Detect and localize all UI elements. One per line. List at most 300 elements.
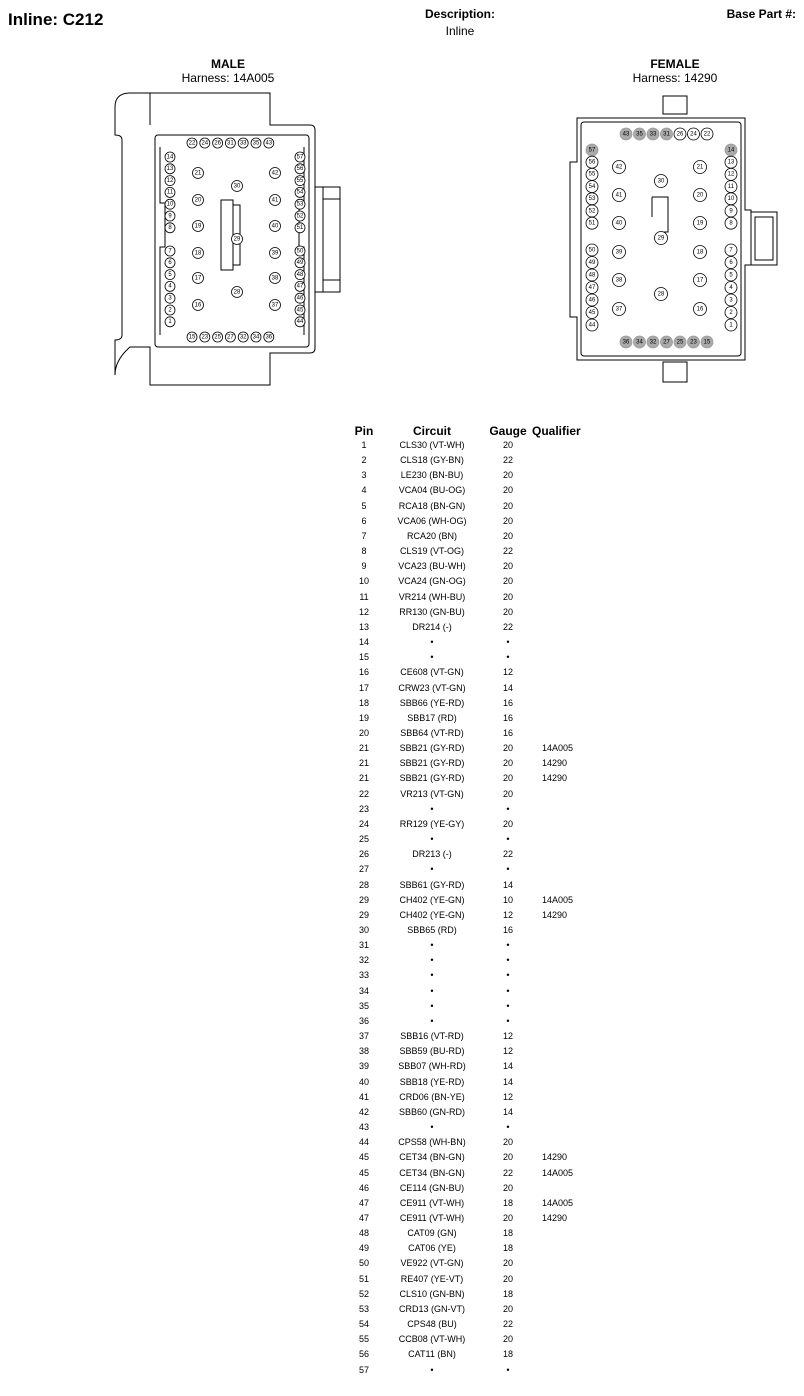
gauge-value: • <box>506 1364 510 1375</box>
pin-label: 41 <box>271 197 279 204</box>
connector-pin <box>725 307 737 319</box>
connector-pin <box>674 336 686 348</box>
qualifier-value <box>532 832 602 847</box>
table-row <box>348 574 602 589</box>
qualifier-value <box>532 938 602 953</box>
qualifier-value <box>532 1287 602 1302</box>
qualifier-value <box>532 483 602 498</box>
pin-label: 17 <box>696 277 704 284</box>
connector-pin <box>264 332 274 342</box>
pin-label: 3 <box>168 295 172 302</box>
pin-label: 1 <box>168 319 172 326</box>
pin-number: 32 <box>358 955 369 966</box>
circuit-name: CCB08 (VT-WH) <box>398 1334 466 1345</box>
circuit-name: RR129 (YE-GY) <box>399 818 465 829</box>
connector-pin <box>165 305 175 315</box>
gauge-value: • <box>506 803 510 814</box>
circuit-name: CLS18 (GY-BN) <box>400 455 464 466</box>
qualifier-value <box>532 1317 602 1332</box>
circuit-name: CE911 (VT-WH) <box>399 1212 465 1223</box>
connector-pin <box>295 317 305 327</box>
pin-label: 23 <box>201 334 209 341</box>
pin-label: 52 <box>296 213 304 220</box>
qualifier-value <box>532 1363 602 1378</box>
connector-pin <box>200 138 210 148</box>
pin-label: 37 <box>615 306 623 313</box>
connector-pin <box>295 281 305 291</box>
connector-pin <box>586 282 598 294</box>
circuit-name: VCA24 (GN-OG) <box>398 576 466 587</box>
pin-number: 38 <box>358 1046 369 1057</box>
connector-pin <box>295 246 305 256</box>
pin-label: 56 <box>588 159 596 166</box>
table-row <box>348 605 602 620</box>
pin-number: 12 <box>358 606 369 617</box>
pin-number: 8 <box>361 546 367 557</box>
pin-label: 28 <box>233 289 241 296</box>
circuit-name: VE922 (VT-GN) <box>400 1258 464 1269</box>
connector-pin <box>613 274 626 287</box>
gauge-value: 22 <box>502 621 513 632</box>
male-harness: Harness: 14A005 <box>181 71 275 85</box>
description-value: Inline <box>445 24 475 38</box>
connector-pin <box>694 246 707 259</box>
connector-pin <box>725 244 737 256</box>
gauge-value: 12 <box>502 1031 513 1042</box>
gauge-value: 16 <box>502 925 513 935</box>
connector-pin <box>694 189 707 202</box>
circuit-name: • <box>430 1122 434 1133</box>
header-pin: Pin <box>354 424 374 438</box>
pin-label: 40 <box>615 220 623 227</box>
pin-number: 13 <box>358 621 369 632</box>
pin-number: 46 <box>358 1182 369 1193</box>
pin-label: 20 <box>696 192 704 199</box>
table-row <box>348 590 602 605</box>
pin-label: 53 <box>588 196 596 203</box>
pin-label: 15 <box>703 339 711 346</box>
pin-label: 57 <box>296 154 304 161</box>
connector-pin <box>694 217 707 230</box>
table-row <box>348 1135 602 1150</box>
pin-label: 49 <box>588 259 596 266</box>
pin-label: 1 <box>729 322 733 329</box>
pin-label: 50 <box>296 248 304 255</box>
pin-label: 7 <box>729 247 733 254</box>
pin-number: 6 <box>361 515 367 526</box>
connector-pin <box>295 176 305 186</box>
pin-label: 46 <box>588 297 596 304</box>
qualifier-value <box>532 438 602 453</box>
connector-pin <box>165 223 175 233</box>
pin-number: 56 <box>358 1349 369 1360</box>
pin-number: 54 <box>358 1319 369 1330</box>
table-row <box>348 665 602 680</box>
gauge-value: • <box>506 864 510 875</box>
pin-label: 8 <box>729 220 733 227</box>
circuit-name: SBB66 (YE-RD) <box>399 697 465 708</box>
pin-label: 38 <box>271 275 279 282</box>
qualifier-value <box>532 681 602 696</box>
connector-pin <box>725 193 737 205</box>
pin-table <box>348 422 602 1378</box>
gauge-value: 22 <box>502 1167 513 1178</box>
gauge-value: • <box>506 1122 510 1133</box>
pin-label: 42 <box>271 170 279 177</box>
table-row <box>348 1363 602 1378</box>
table-row <box>348 1150 602 1165</box>
gauge-value: 14 <box>502 1061 513 1072</box>
pin-label: 24 <box>690 131 697 138</box>
circuit-name: VCA04 (BU-OG) <box>398 485 466 496</box>
connector-pin <box>620 128 632 140</box>
table-row <box>348 438 602 453</box>
circuit-name: RR130 (GN-BU) <box>399 606 465 617</box>
pin-label: 21 <box>696 164 704 171</box>
table-row <box>348 620 602 635</box>
circuit-name: CET34 (BN-GN) <box>399 1152 465 1163</box>
pin-label: 39 <box>615 249 623 256</box>
pin-label: 6 <box>729 259 733 266</box>
pin-number: 4 <box>361 485 367 496</box>
pin-number: 15 <box>358 652 369 663</box>
qualifier-value <box>532 847 602 862</box>
table-row <box>348 999 602 1014</box>
gauge-value: 20 <box>502 758 513 769</box>
pin-label: 29 <box>233 236 241 243</box>
circuit-name: SBB60 (GN-RD) <box>398 1106 465 1117</box>
connector-pin <box>225 138 235 148</box>
qualifier-value <box>532 696 602 711</box>
connector-pin <box>586 144 598 156</box>
pin-label: 22 <box>703 131 711 138</box>
connector-pin <box>647 336 659 348</box>
pin-number: 2 <box>361 455 367 466</box>
pin-number: 19 <box>358 712 369 723</box>
pin-number: 29 <box>358 909 369 920</box>
pin-label: 51 <box>588 220 596 227</box>
connector-pin <box>295 152 305 162</box>
pin-label: 46 <box>296 295 304 302</box>
pin-number: 40 <box>358 1076 369 1087</box>
pin-label: 2 <box>729 309 733 316</box>
circuit-name: • <box>430 834 434 845</box>
circuit-name: SBB59 (BU-RD) <box>399 1046 465 1057</box>
pin-number: 21 <box>358 773 369 784</box>
connector-pin <box>165 293 175 303</box>
table-row <box>348 1090 602 1105</box>
pin-label: 16 <box>194 302 202 309</box>
pin-number: 37 <box>358 1031 369 1042</box>
pin-number: 57 <box>358 1364 369 1375</box>
pin-label: 15 <box>188 334 196 341</box>
connector-pin <box>725 294 737 306</box>
connector-pin <box>232 234 243 245</box>
circuit-name: CPS48 (BU) <box>407 1319 457 1330</box>
pin-label: 14 <box>727 147 735 154</box>
circuit-name: • <box>430 652 434 663</box>
table-row <box>348 681 602 696</box>
circuit-name: VCA23 (BU-WH) <box>398 561 466 572</box>
qualifier-value <box>532 1014 602 1029</box>
connector-pin <box>165 199 175 209</box>
connector-pin <box>165 164 175 174</box>
table-row <box>348 802 602 817</box>
pin-number: 42 <box>358 1106 369 1117</box>
pin-label: 48 <box>296 271 304 278</box>
pin-label: 38 <box>615 277 623 284</box>
female-connector-diagram <box>565 92 790 387</box>
circuit-name: • <box>430 985 434 996</box>
pin-label: 42 <box>615 164 623 171</box>
gauge-value: 20 <box>502 1152 513 1163</box>
connector-pin <box>694 274 707 287</box>
qualifier-value <box>532 862 602 877</box>
gauge-value: 12 <box>502 909 513 920</box>
qualifier-value <box>532 802 602 817</box>
table-row <box>348 635 602 650</box>
table-row <box>348 1059 602 1074</box>
qualifier-value: 14290 <box>542 1152 568 1163</box>
table-row <box>348 453 602 468</box>
qualifier-value <box>532 499 602 514</box>
pin-label: 11 <box>727 183 735 190</box>
header-circuit: Circuit <box>412 424 451 438</box>
pin-number: 47 <box>358 1212 369 1223</box>
pin-label: 28 <box>657 291 665 298</box>
pin-label: 34 <box>252 334 260 341</box>
pin-number: 52 <box>358 1288 369 1299</box>
pin-number: 34 <box>358 985 369 996</box>
connector-pin <box>165 152 175 162</box>
pin-number: 22 <box>358 788 369 799</box>
pin-number: 35 <box>358 1000 369 1011</box>
qualifier-value <box>532 787 602 802</box>
gauge-value: 18 <box>502 1243 513 1254</box>
pin-label: 23 <box>690 339 697 346</box>
pin-label: 30 <box>657 178 665 185</box>
gauge-value: • <box>506 834 510 845</box>
circuit-name: CE114 (GN-BU) <box>399 1182 465 1193</box>
connector-pin <box>213 332 223 342</box>
gauge-value: 20 <box>502 1273 513 1284</box>
circuit-name: CE911 (VT-WH) <box>399 1197 465 1208</box>
pin-number: 16 <box>358 667 369 678</box>
circuit-name: SBB18 (YE-RD) <box>399 1076 465 1087</box>
qualifier-value <box>532 1075 602 1090</box>
female-label: FEMALE <box>650 57 700 71</box>
connector-pin <box>725 156 737 168</box>
qualifier-value <box>532 1332 602 1347</box>
circuit-name: SBB21 (GY-RD) <box>399 743 465 754</box>
pin-label: 8 <box>168 225 172 232</box>
gauge-value: • <box>506 637 510 648</box>
table-row <box>348 1347 602 1362</box>
pin-number: 7 <box>361 530 367 541</box>
gauge-value: 20 <box>502 606 513 617</box>
connector-pin <box>613 303 626 316</box>
pin-label: 9 <box>729 208 733 215</box>
table-row <box>348 1256 602 1271</box>
circuit-name: VCA06 (WH-OG) <box>397 515 467 526</box>
pin-number: 33 <box>358 970 369 981</box>
qualifier-value <box>532 514 602 529</box>
circuit-name: • <box>430 1364 434 1375</box>
connector-pin <box>725 319 737 331</box>
circuit-name: CAT11 (BN) <box>408 1349 456 1360</box>
connector-pin <box>270 273 281 284</box>
qualifier-value <box>532 620 602 635</box>
connector-pin <box>270 195 281 206</box>
pin-label: 21 <box>194 170 202 177</box>
table-row <box>348 862 602 877</box>
connector-pin <box>295 258 305 268</box>
gauge-value: • <box>506 652 510 663</box>
circuit-name: SBB21 (GY-RD) <box>399 758 465 769</box>
table-row <box>348 1044 602 1059</box>
gauge-value: 22 <box>502 546 513 557</box>
connector-pin <box>647 128 659 140</box>
circuit-name: CH402 (YE-GN) <box>399 894 465 905</box>
table-row <box>348 878 602 893</box>
gauge-value: 20 <box>502 515 513 526</box>
table-row <box>348 514 602 529</box>
pin-label: 56 <box>296 166 304 173</box>
pin-label: 4 <box>168 283 172 290</box>
gauge-value: 20 <box>502 561 513 572</box>
connector-pin <box>270 300 281 311</box>
pin-number: 51 <box>358 1273 369 1284</box>
connector-pin <box>725 168 737 180</box>
connector-pin <box>295 199 305 209</box>
connector-pin <box>187 332 197 342</box>
gauge-value: 22 <box>502 849 513 860</box>
pin-label: 16 <box>696 306 704 313</box>
pin-label: 2 <box>168 307 172 314</box>
connector-pin <box>165 317 175 327</box>
table-row <box>348 529 602 544</box>
pin-label: 13 <box>727 159 735 166</box>
circuit-name: CLS19 (VT-OG) <box>399 546 464 557</box>
pin-label: 35 <box>252 140 260 147</box>
pin-label: 34 <box>636 339 643 346</box>
connector-pin <box>688 128 700 140</box>
pin-label: 32 <box>239 334 247 341</box>
table-row <box>348 923 602 938</box>
pin-label: 33 <box>649 131 657 138</box>
pin-number: 9 <box>361 561 367 572</box>
qualifier-value: 14A005 <box>542 1197 574 1208</box>
qualifier-value <box>532 574 602 589</box>
connector-pin <box>586 319 598 331</box>
pin-label: 47 <box>588 284 596 291</box>
gauge-value: 20 <box>502 773 513 784</box>
pin-number: 14 <box>358 637 369 648</box>
pin-label: 25 <box>676 339 684 346</box>
table-row <box>348 1226 602 1241</box>
pin-number: 48 <box>358 1228 369 1239</box>
pin-label: 5 <box>168 271 172 278</box>
table-row <box>348 953 602 968</box>
qualifier-value <box>532 711 602 726</box>
qualifier-value <box>532 1181 602 1196</box>
gauge-value: • <box>506 940 510 951</box>
qualifier-value <box>532 1059 602 1074</box>
pin-label: 32 <box>649 339 657 346</box>
circuit-name: SBB17 (RD) <box>407 712 457 723</box>
gauge-value: 10 <box>502 894 513 905</box>
gauge-value: 14 <box>502 1076 513 1087</box>
connector-pin <box>725 181 737 193</box>
circuit-name: CET34 (BN-GN) <box>399 1167 465 1178</box>
connector-pin <box>701 336 713 348</box>
connector-pin <box>165 187 175 197</box>
gauge-value: 20 <box>502 1212 513 1223</box>
circuit-name: SBB07 (WH-RD) <box>398 1061 466 1072</box>
connector-pin <box>213 138 223 148</box>
table-row <box>348 968 602 983</box>
pin-label: 43 <box>265 140 273 147</box>
pin-label: 25 <box>214 334 221 341</box>
qualifier-value: 14A005 <box>542 1167 574 1178</box>
connector-pin <box>725 257 737 269</box>
gauge-value: 20 <box>502 1137 513 1148</box>
qualifier-value <box>532 1105 602 1120</box>
connector-pin <box>270 248 281 259</box>
pin-number: 27 <box>358 864 369 875</box>
qualifier-value <box>532 817 602 832</box>
connector-pin <box>661 128 673 140</box>
connector-pin <box>613 161 626 174</box>
connector-pin <box>586 307 598 319</box>
connector-pin <box>586 156 598 168</box>
connector-pin <box>613 217 626 230</box>
gauge-value: 20 <box>502 485 513 496</box>
pin-number: 24 <box>358 818 369 829</box>
table-row <box>348 1317 602 1332</box>
gauge-value: 14 <box>502 879 513 890</box>
qualifier-value <box>532 605 602 620</box>
gauge-value: 20 <box>502 576 513 587</box>
circuit-name: RE407 (YE-VT) <box>400 1273 464 1284</box>
gauge-value: 20 <box>502 470 513 481</box>
gauge-value: 20 <box>502 440 513 450</box>
table-row <box>348 559 602 574</box>
pin-number: 3 <box>361 470 367 481</box>
gauge-value: 18 <box>502 1288 513 1299</box>
table-row <box>348 499 602 514</box>
qualifier-value <box>532 878 602 893</box>
connector-pin <box>586 269 598 281</box>
gauge-value: • <box>506 1015 510 1026</box>
connector-pin <box>586 181 598 193</box>
circuit-name: SBB64 (VT-RD) <box>400 727 464 738</box>
connector-pin <box>694 161 707 174</box>
connector-pin <box>193 168 204 179</box>
pin-number: 44 <box>358 1137 369 1148</box>
circuit-name: • <box>430 864 434 875</box>
connector-pin <box>701 128 713 140</box>
pin-number: 30 <box>358 925 369 935</box>
pin-label: 29 <box>657 235 665 242</box>
table-row <box>348 756 602 771</box>
pin-number: 28 <box>358 879 369 890</box>
pin-label: 11 <box>166 189 174 196</box>
pin-number: 53 <box>358 1303 369 1314</box>
circuit-name: CRD13 (GN-VT) <box>398 1303 465 1314</box>
circuit-name: • <box>430 637 434 648</box>
male-connector-diagram <box>100 85 360 390</box>
